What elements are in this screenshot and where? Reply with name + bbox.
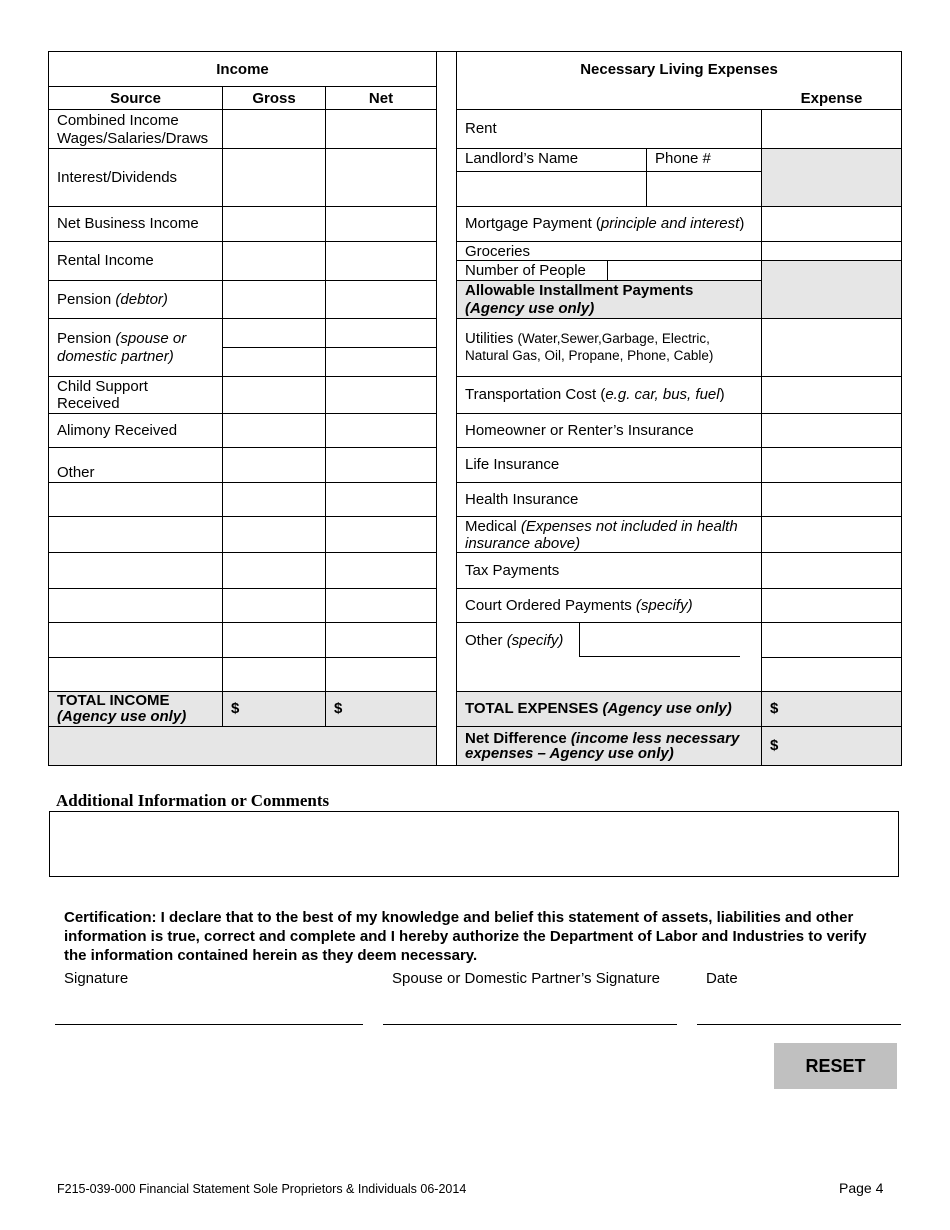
income-net-input[interactable] [328, 283, 438, 318]
income-total-note: (Agency use only) [57, 708, 187, 725]
income-row-pension-debtor: Pension (debtor) [57, 291, 168, 308]
expense-phone: Phone # [655, 150, 711, 167]
expense-extra-description-input[interactable] [458, 658, 764, 692]
income-row-pension-spouse-2: domestic partner) [57, 348, 174, 365]
income-gross-input[interactable] [225, 555, 327, 588]
income-gross-input[interactable] [225, 519, 327, 552]
expense-tax-payments: Tax Payments [465, 562, 560, 579]
date-line [697, 1024, 901, 1025]
expense-total-label: TOTAL EXPENSES (Agency use only) [465, 700, 732, 717]
income-gross-input[interactable] [225, 151, 327, 206]
income-row-interest: Interest/Dividends [57, 169, 178, 186]
income-gross-input[interactable] [225, 660, 327, 691]
expense-mortgage: Mortgage Payment (principle and interest) [465, 215, 745, 232]
income-net-input[interactable] [328, 209, 438, 241]
spouse-signature-line [383, 1024, 677, 1025]
income-gross-input[interactable] [225, 379, 327, 413]
income-net-input[interactable] [328, 416, 438, 447]
income-net-input[interactable] [328, 519, 438, 552]
net-difference-note: expenses – Agency use only) [465, 745, 674, 762]
income-gross-input[interactable] [225, 321, 327, 347]
expense-life-input[interactable] [763, 448, 904, 483]
income-net-input[interactable] [328, 379, 438, 413]
comments-textarea[interactable] [49, 811, 899, 877]
income-net-input[interactable] [328, 350, 438, 376]
income-row-other: Other [57, 464, 95, 481]
income-net-input[interactable] [328, 485, 438, 516]
expense-landlord-name: Landlord’s Name [465, 150, 579, 167]
income-gross-input[interactable] [225, 591, 327, 622]
expense-rent: Rent [465, 120, 497, 137]
date-label: Date [706, 970, 738, 987]
expense-transportation: Transportation Cost (e.g. car, bus, fuel) [465, 386, 725, 403]
expense-medical-input[interactable] [763, 517, 904, 553]
expense-homeowner-insurance: Homeowner or Renter’s Insurance [465, 422, 694, 439]
spouse-signature-label: Spouse or Domestic Partner’s Signature [392, 970, 660, 987]
net-difference-dollar: $ [770, 737, 779, 754]
income-gross-input[interactable] [225, 350, 327, 376]
income-gross-input[interactable] [225, 625, 327, 657]
landlord-phone-input[interactable] [648, 172, 764, 207]
income-gross-input[interactable] [225, 485, 327, 516]
income-gross-input[interactable] [225, 283, 327, 318]
expenses-title: Necessary Living Expenses [580, 61, 778, 78]
income-net-input[interactable] [328, 151, 438, 206]
expense-rent-input[interactable] [763, 110, 904, 149]
income-gross-input[interactable] [225, 112, 327, 148]
income-net-input[interactable] [328, 112, 438, 148]
expense-court-ordered: Court Ordered Payments (specify) [465, 597, 693, 614]
expense-life-insurance: Life Insurance [465, 456, 560, 473]
income-row-pension-spouse: Pension (spouse or [57, 330, 187, 347]
expense-utilities: Utilities (Water,Sewer,Garbage, Electric, [465, 330, 710, 347]
income-total-label: TOTAL INCOME [57, 692, 170, 709]
spouse-signature-field[interactable] [383, 1000, 681, 1026]
expense-medical-2: insurance above) [465, 535, 581, 552]
expense-number-of-people: Number of People [465, 262, 586, 279]
income-net-input[interactable] [328, 660, 438, 691]
income-gross-input[interactable] [225, 209, 327, 241]
income-row-child-support-2: Received [57, 395, 120, 412]
certification-line-1: Certification: I declare that to the best of my knowledge and belief this statement of assets, liabilities and other [64, 909, 854, 926]
signature-label: Signature [64, 970, 129, 987]
income-title: Income [216, 61, 269, 78]
income-row-child-support: Child Support [57, 378, 148, 395]
income-gross-input[interactable] [225, 244, 327, 280]
expense-medical: Medical (Expenses not included in health [465, 518, 738, 535]
certification-line-3: the information contained herein as they deem necessary. [64, 947, 478, 964]
expense-tax-input[interactable] [763, 553, 904, 589]
reset-button[interactable]: RESET [774, 1043, 897, 1089]
income-net-input[interactable] [328, 625, 438, 657]
expense-health-input[interactable] [763, 483, 904, 517]
income-total-gross-dollar: $ [231, 700, 240, 717]
expense-groceries-input[interactable] [763, 242, 904, 261]
income-net-input[interactable] [328, 450, 438, 482]
income-row-alimony: Alimony Received [57, 422, 178, 439]
expense-court-input[interactable] [763, 589, 904, 623]
expense-total-dollar: $ [770, 700, 779, 717]
landlord-name-input[interactable] [458, 172, 649, 207]
signature-line [55, 1024, 363, 1025]
signature-field[interactable] [55, 1000, 367, 1026]
number-of-people-input[interactable] [609, 261, 764, 281]
expense-utilities-2: Natural Gas, Oil, Propane, Phone, Cable) [465, 348, 714, 363]
expense-other-specify-input[interactable] [581, 623, 743, 657]
income-total-net-dollar: $ [334, 700, 343, 717]
income-gross-input[interactable] [225, 450, 327, 482]
income-net-input[interactable] [328, 321, 438, 347]
date-field[interactable] [697, 1000, 905, 1026]
income-gross-input[interactable] [225, 416, 327, 447]
income-row-rental: Rental Income [57, 252, 154, 269]
income-row-net-business: Net Business Income [57, 215, 199, 232]
net-difference-label: Net Difference (income less necessary [465, 730, 740, 747]
expense-utilities-input[interactable] [763, 319, 904, 377]
expense-allowable-note: (Agency use only) [465, 300, 595, 317]
income-col-gross: Gross [252, 90, 296, 107]
expense-allowable-installment: Allowable Installment Payments [465, 282, 694, 299]
expense-extra-input[interactable] [763, 658, 904, 692]
expense-homeowner-input[interactable] [763, 414, 904, 448]
expense-groceries: Groceries [465, 243, 531, 260]
expenses-col-expense: Expense [800, 90, 863, 107]
income-col-source: Source [110, 90, 161, 107]
income-net-input[interactable] [328, 555, 438, 588]
income-row-combined: Combined Income [57, 112, 179, 129]
footer-page-number: Page 4 [839, 1180, 884, 1196]
expense-mortgage-input[interactable] [763, 207, 904, 242]
certification-line-2: information is true, correct and complete and I hereby authorize the Department of Labor and Industries to verify [64, 928, 867, 945]
comments-heading: Additional Information or Comments [56, 791, 330, 810]
footer-form-id: F215-039-000 Financial Statement Sole Proprietors & Individuals 06-2014 [57, 1182, 467, 1196]
income-row-combined-2: Wages/Salaries/Draws [57, 130, 209, 147]
income-net-input[interactable] [328, 591, 438, 622]
expense-other: Other (specify) [465, 632, 564, 649]
income-net-input[interactable] [328, 244, 438, 280]
expense-other-input[interactable] [763, 623, 904, 658]
expense-transportation-input[interactable] [763, 377, 904, 414]
expense-health-insurance: Health Insurance [465, 491, 579, 508]
income-col-net: Net [368, 90, 394, 107]
